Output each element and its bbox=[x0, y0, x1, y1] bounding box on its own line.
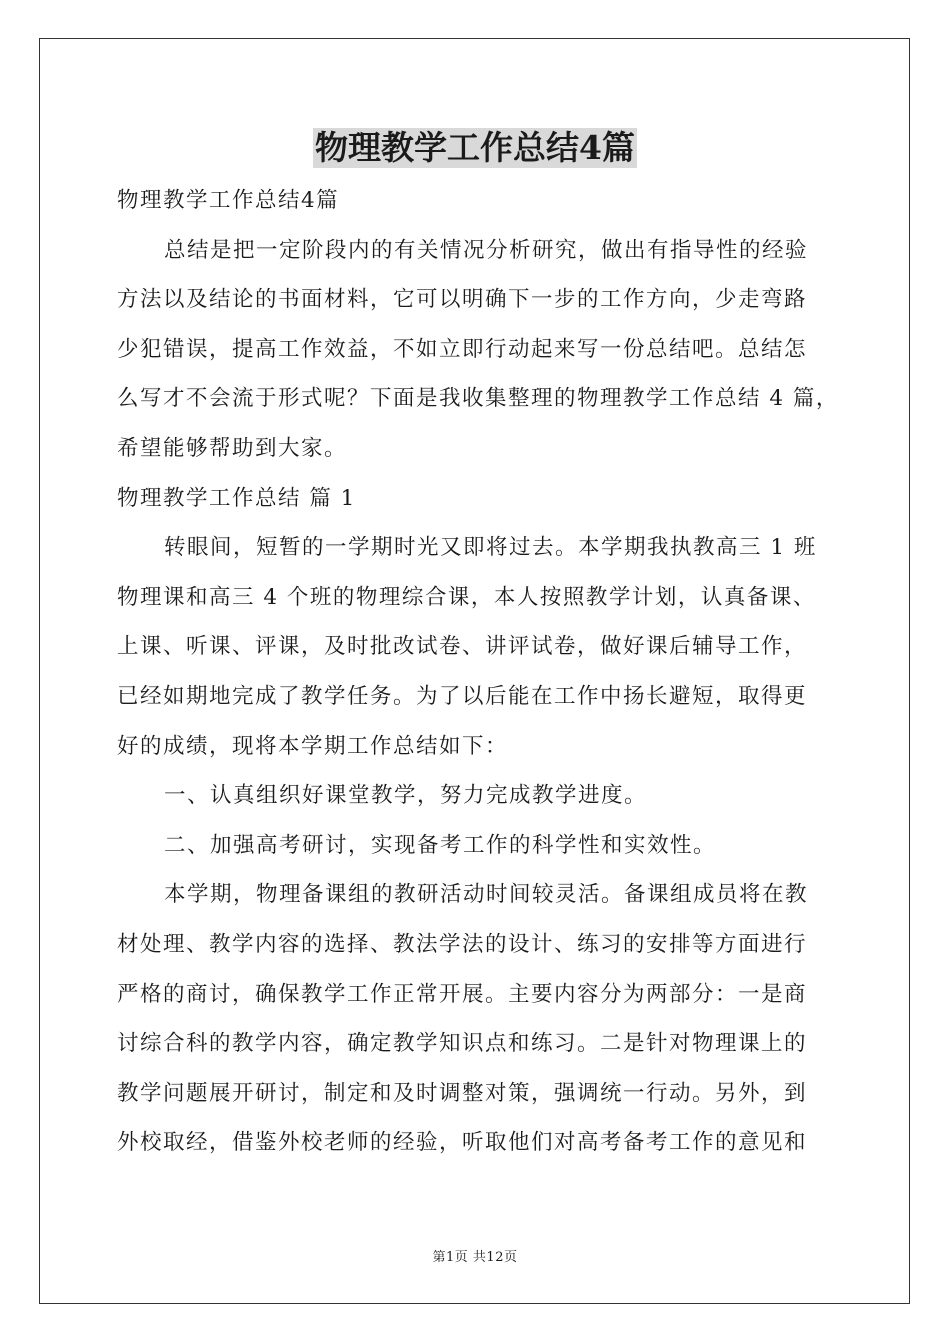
paragraph-line: 外校取经，借鉴外校老师的经验，听取他们对高考备考工作的意见和 bbox=[117, 1130, 808, 1156]
paragraph-line: 上课、听课、评课，及时批改试卷、讲评试卷，做好课后辅导工作， bbox=[117, 634, 808, 660]
paragraph-line: 物理课和高三 4 个班的物理综合课，本人按照教学计划，认真备课、 bbox=[117, 584, 816, 610]
document-title-text: 物理教学工作总结4篇 bbox=[315, 128, 635, 167]
paragraph-2 bbox=[117, 870, 837, 1168]
paragraph-line: 好的成绩，现将本学期工作总结如下： bbox=[117, 733, 509, 759]
intro-paragraph bbox=[117, 226, 837, 474]
page-number-footer: 第1页 共12页 bbox=[432, 1250, 518, 1265]
point-1: 一、认真组织好课堂教学，努力完成教学进度。 bbox=[164, 783, 648, 809]
paragraph-line: 材处理、教学内容的选择、教法学法的设计、练习的安排等方面进行 bbox=[117, 931, 808, 957]
paragraph-line: 已经如期地完成了教学任务。为了以后能在工作中扬长避短，取得更 bbox=[117, 683, 808, 709]
intro-line: 方法以及结论的书面材料，它可以明确下一步的工作方向，少走弯路 bbox=[117, 287, 808, 313]
section-heading: 物理教学工作总结 篇 1 bbox=[117, 485, 356, 511]
paragraph-line: 教学问题展开研讨，制定和及时调整对策，强调统一行动。另外，到 bbox=[117, 1080, 808, 1106]
paragraph-line: 严格的商讨，确保教学工作正常开展。主要内容分为两部分：一是商 bbox=[117, 981, 808, 1007]
document-body bbox=[117, 176, 837, 1168]
paragraph-line: 讨综合科的教学内容，确定教学知识点和练习。二是针对物理课上的 bbox=[117, 1031, 808, 1057]
point-2: 二、加强高考研讨，实现备考工作的科学性和实效性。 bbox=[164, 832, 717, 858]
paragraph-line: 本学期，物理备课组的教研活动时间较灵活。备课组成员将在教 bbox=[164, 882, 809, 908]
paragraph-line: 转眼间，短暂的一学期时光又即将过去。本学期我执教高三 1 班 bbox=[164, 535, 817, 561]
document-subtitle: 物理教学工作总结4篇 bbox=[117, 188, 340, 213]
document-title bbox=[0, 128, 950, 172]
paragraph-1 bbox=[117, 523, 837, 771]
intro-line: 么写才不会流于形式呢？下面是我收集整理的物理教学工作总结 4 篇， bbox=[117, 386, 839, 412]
intro-line: 少犯错误，提高工作效益，不如立即行动起来写一份总结吧。总结怎 bbox=[117, 336, 808, 362]
intro-line: 希望能够帮助到大家。 bbox=[117, 435, 348, 461]
intro-line: 总结是把一定阶段内的有关情况分析研究，做出有指导性的经验 bbox=[164, 237, 809, 263]
